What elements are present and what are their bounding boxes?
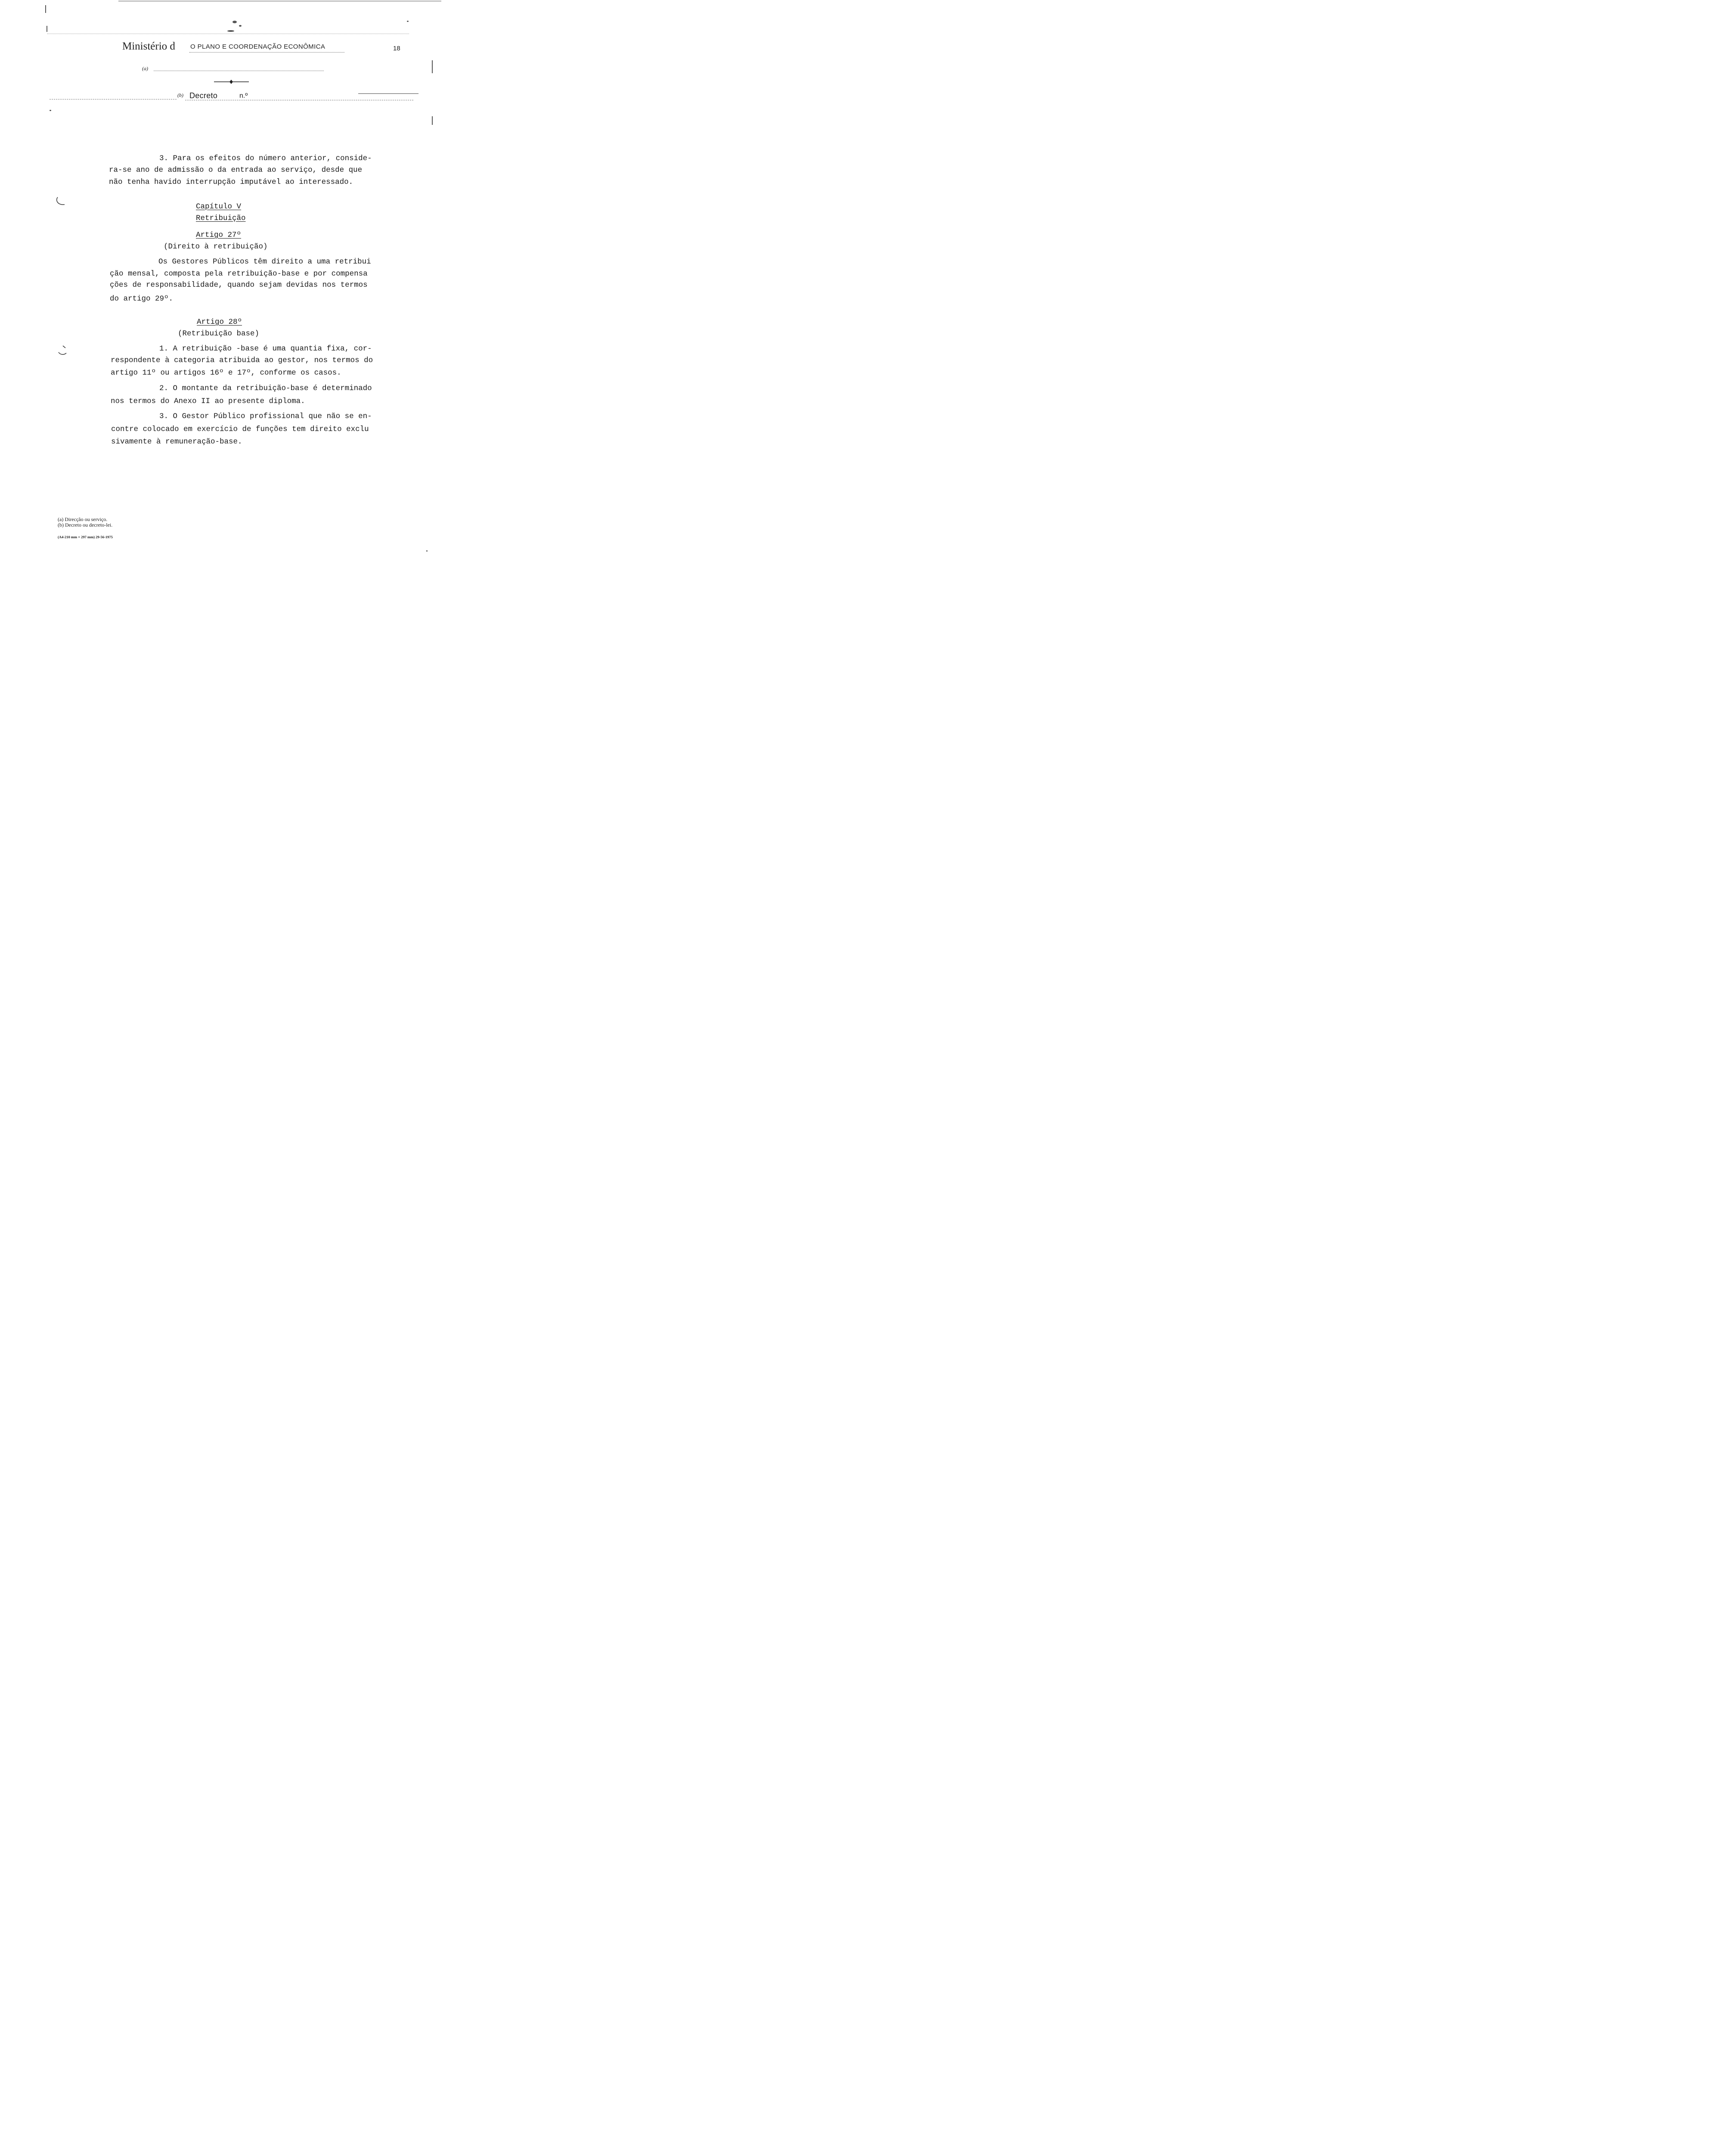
article-28-para-1-line-3: artigo 11º ou artigos 16º e 17º, conforme os casos. [111,369,341,377]
chapter-title: Capítulo V [196,202,242,211]
article-28-title: Artigo 28º [197,318,242,326]
article-27-line-2: ção mensal, composta pela retribuição-base e por compensa [110,270,368,278]
article-27-title: Artigo 27º [196,231,242,239]
ministry-title-prefix: Ministério d [122,40,175,52]
hole-punch-mark [55,196,66,207]
article-27-subtitle: (Direito à retribuição) [164,242,268,251]
ministry-title-dotline [189,52,344,53]
article-28-para-1-line-1: 1. A retribuição -base é uma quantia fixa, cor- [159,344,372,353]
field-a-label: (a) [142,65,148,71]
article-28-para-3-line-2: contre colocado em exercício de funções tem direito exclu [111,425,369,434]
page-number: 18 [393,45,400,52]
article-28-para-1-line-2: respondente à categoria atribuida ao gestor, nos termos do [111,356,373,365]
ornament-divider [213,79,250,85]
decree-label: Decreto [189,91,218,100]
form-reference: (A4-210 mm × 297 mm) 29-56-1975 [58,535,113,539]
article-28-para-3-line-3: sivamente à remuneração-base. [111,437,242,446]
para-3-line-2: ra-se ano de admissão o da entrada ao serviço, desde que [109,166,363,174]
article-28-para-3-line-1: 3. O Gestor Público profissional que não se en- [159,412,372,421]
article-28-para-2-line-2: nos termos do Anexo II ao presente diploma. [111,397,305,406]
para-3-line-1: 3. Para os efeitos do número anterior, conside- [159,154,372,163]
article-27-line-1: Os Gestores Públicos têm direito a uma retribui [158,257,371,266]
chapter-subtitle: Retribuição [196,214,246,223]
article-27-line-4: do artigo 29º. [110,295,174,303]
footnote-a: (a) Direcção ou serviço. [58,516,108,522]
ministry-title-name: O PLANO E COORDENAÇÃO ECONÔMICA [190,43,326,50]
article-27-line-3: ções de responsabilidade, quando sejam devidas nos termos [110,281,368,289]
footnote-b: (b) Decreto ou decreto-lei. [58,522,113,528]
hole-punch-mark [57,344,68,357]
decree-number-label: n.º [239,92,248,99]
article-28-subtitle: (Retribuição base) [178,329,260,338]
decree-ref: (b) [177,92,183,98]
article-28-para-2-line-1: 2. O montante da retribuição-base é determinado [159,384,372,393]
para-3-line-3: não tenha havido interrupção imputável ao interessado. [109,178,353,186]
decree-rule-right [358,93,418,94]
